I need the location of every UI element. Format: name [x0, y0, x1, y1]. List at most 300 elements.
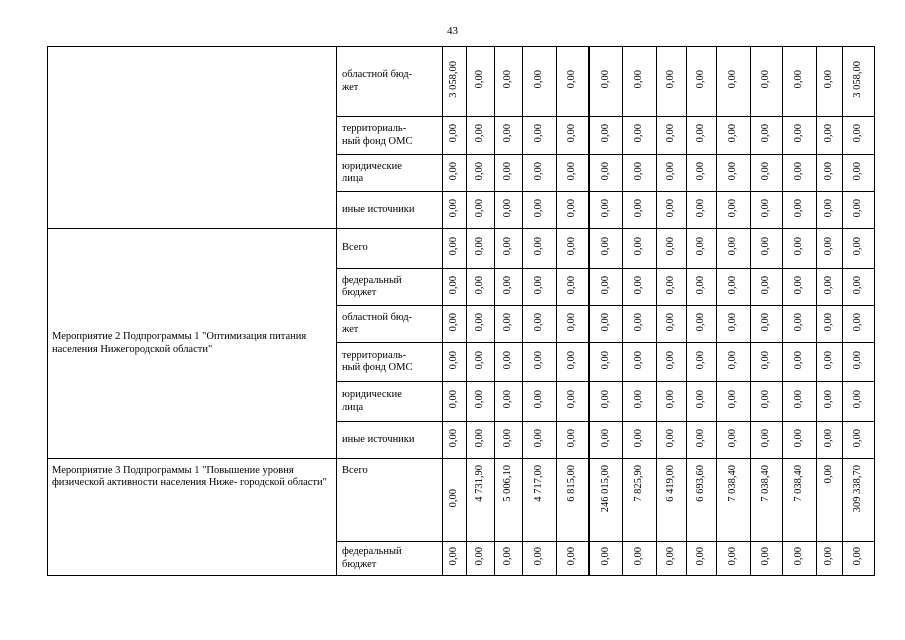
value-text: 0,00 — [502, 124, 514, 143]
funding-source-cell: Всего — [337, 459, 443, 542]
value-text: 0,00 — [793, 70, 805, 89]
value-cell — [523, 459, 557, 542]
value-cell — [467, 542, 495, 576]
value-text: 0,00 — [566, 275, 578, 295]
value-text: 0,00 — [793, 547, 805, 566]
value-text: 0,00 — [633, 161, 645, 181]
value-cell — [443, 542, 467, 576]
value-cell — [783, 422, 817, 459]
value-text: 0,00 — [695, 70, 707, 89]
value-cell — [717, 155, 751, 192]
value-cell — [557, 306, 589, 343]
value-cell — [467, 382, 495, 422]
value-cell — [557, 459, 589, 542]
value-text: 0,00 — [760, 70, 772, 89]
measure-name-cell — [48, 47, 337, 229]
value-text: 0,00 — [823, 428, 835, 448]
value-text: 4 731,90 — [474, 465, 486, 502]
value-cell — [557, 382, 589, 422]
page-number: 43 — [447, 25, 458, 37]
value-cell — [817, 155, 843, 192]
value-text: 7 825,90 — [633, 465, 645, 502]
value-text: 6 419,00 — [665, 465, 677, 502]
value-cell — [783, 343, 817, 382]
value-cell — [623, 117, 657, 155]
value-text: 0,00 — [502, 390, 514, 409]
value-text: 0,00 — [533, 161, 545, 181]
value-cell — [717, 382, 751, 422]
value-cell — [623, 155, 657, 192]
measure-name-cell: Мероприятие 3 Подпрограммы 1 "Повышение уровня физической активности населения Ниже- городской области" — [48, 459, 337, 576]
value-text: 0,00 — [533, 275, 545, 295]
value-text: 0,00 — [793, 198, 805, 218]
value-text: 0,00 — [695, 124, 707, 143]
value-cell — [783, 542, 817, 576]
value-text: 0,00 — [448, 428, 460, 448]
value-text: 0,00 — [793, 428, 805, 448]
value-cell — [467, 269, 495, 306]
value-text: 0,00 — [502, 547, 514, 566]
value-text: 0,00 — [727, 390, 739, 409]
value-text: 0,00 — [823, 237, 835, 256]
funding-source-cell: областной бюд- жет — [337, 47, 443, 117]
value-text: 0,00 — [852, 198, 864, 218]
value-text: 0,00 — [633, 275, 645, 295]
value-cell — [657, 269, 687, 306]
value-text: 0,00 — [852, 275, 864, 295]
value-cell — [623, 306, 657, 343]
value-cell — [817, 47, 843, 117]
value-text: 0,00 — [823, 198, 835, 218]
value-cell — [657, 542, 687, 576]
value-cell — [495, 192, 523, 229]
value-cell — [523, 192, 557, 229]
value-text: 0,00 — [566, 237, 578, 256]
table-row — [48, 459, 875, 542]
value-cell — [523, 422, 557, 459]
value-cell — [817, 192, 843, 229]
value-text: 0,00 — [533, 350, 545, 370]
value-cell — [783, 117, 817, 155]
value-cell — [523, 542, 557, 576]
value-text: 0,00 — [665, 312, 677, 332]
value-cell — [523, 382, 557, 422]
value-cell — [843, 192, 875, 229]
table-row — [48, 47, 875, 117]
value-cell — [657, 382, 687, 422]
value-cell — [687, 343, 717, 382]
value-cell — [657, 459, 687, 542]
value-text: 6 815,00 — [566, 465, 578, 502]
value-cell — [783, 459, 817, 542]
value-cell — [623, 382, 657, 422]
value-text: 0,00 — [760, 312, 772, 332]
value-text: 0,00 — [852, 428, 864, 448]
value-text: 0,00 — [852, 237, 864, 256]
value-text: 0,00 — [633, 70, 645, 89]
value-text: 0,00 — [448, 237, 460, 256]
value-cell — [687, 459, 717, 542]
value-cell — [557, 542, 589, 576]
value-text: 0,00 — [448, 124, 460, 143]
value-text: 0,00 — [474, 70, 486, 89]
value-text: 0,00 — [823, 161, 835, 181]
value-text: 0,00 — [599, 198, 611, 218]
value-text: 0,00 — [695, 390, 707, 409]
value-cell — [589, 422, 623, 459]
value-cell — [717, 192, 751, 229]
value-cell — [495, 117, 523, 155]
value-text: 0,00 — [727, 275, 739, 295]
value-text: 0,00 — [793, 312, 805, 332]
value-text: 0,00 — [448, 275, 460, 295]
value-text: 0,00 — [599, 350, 611, 370]
value-text: 0,00 — [695, 161, 707, 181]
value-text: 0,00 — [823, 547, 835, 566]
value-text: 0,00 — [599, 390, 611, 409]
value-cell — [589, 229, 623, 269]
value-cell — [467, 155, 495, 192]
value-cell — [817, 229, 843, 269]
value-cell — [589, 306, 623, 343]
value-cell — [467, 117, 495, 155]
value-text: 0,00 — [474, 124, 486, 143]
value-text: 0,00 — [823, 124, 835, 143]
value-cell — [843, 422, 875, 459]
value-cell — [687, 542, 717, 576]
value-cell — [443, 117, 467, 155]
value-cell — [751, 422, 783, 459]
value-cell — [467, 459, 495, 542]
value-cell — [523, 155, 557, 192]
value-text: 0,00 — [599, 428, 611, 448]
value-cell — [495, 459, 523, 542]
value-text: 0,00 — [665, 124, 677, 143]
value-text: 0,00 — [793, 161, 805, 181]
value-text: 0,00 — [727, 237, 739, 256]
value-text: 309 338,70 — [852, 465, 864, 513]
value-text: 0,00 — [502, 237, 514, 256]
value-cell — [751, 47, 783, 117]
value-text: 0,00 — [502, 312, 514, 332]
value-text: 7 038,40 — [760, 465, 772, 502]
value-cell — [557, 192, 589, 229]
value-text: 0,00 — [793, 275, 805, 295]
value-cell — [843, 343, 875, 382]
value-cell — [443, 269, 467, 306]
value-cell — [717, 47, 751, 117]
value-cell — [843, 269, 875, 306]
value-cell — [751, 306, 783, 343]
value-text: 0,00 — [448, 198, 460, 218]
value-text: 0,00 — [823, 390, 835, 409]
value-cell — [717, 306, 751, 343]
value-text: 0,00 — [665, 547, 677, 566]
value-cell — [589, 269, 623, 306]
value-text: 0,00 — [852, 312, 864, 332]
value-cell — [467, 306, 495, 343]
value-text: 0,00 — [533, 70, 545, 89]
value-cell — [783, 192, 817, 229]
value-text: 0,00 — [474, 198, 486, 218]
value-text: 0,00 — [474, 237, 486, 256]
value-cell — [717, 117, 751, 155]
value-cell — [523, 47, 557, 117]
value-text: 0,00 — [599, 124, 611, 143]
value-text: 0,00 — [665, 275, 677, 295]
value-cell — [783, 229, 817, 269]
value-cell — [717, 459, 751, 542]
value-cell — [687, 306, 717, 343]
value-text: 0,00 — [502, 161, 514, 181]
value-cell — [657, 155, 687, 192]
value-cell — [687, 269, 717, 306]
value-text: 0,00 — [502, 275, 514, 295]
value-text: 0,00 — [852, 161, 864, 181]
value-cell — [817, 382, 843, 422]
value-cell — [495, 422, 523, 459]
value-text: 0,00 — [852, 390, 864, 409]
value-text: 0,00 — [502, 350, 514, 370]
funding-source-cell: федеральный бюджет — [337, 269, 443, 306]
value-cell — [495, 47, 523, 117]
value-text: 0,00 — [533, 390, 545, 409]
value-cell — [443, 192, 467, 229]
value-cell — [687, 47, 717, 117]
value-text: 0,00 — [448, 488, 460, 508]
value-text: 0,00 — [566, 198, 578, 218]
value-cell — [687, 382, 717, 422]
value-text: 0,00 — [633, 547, 645, 566]
value-cell — [495, 229, 523, 269]
value-text: 0,00 — [695, 275, 707, 295]
value-cell — [523, 269, 557, 306]
value-text: 0,00 — [566, 428, 578, 448]
value-text: 0,00 — [566, 161, 578, 181]
value-text: 0,00 — [823, 465, 835, 484]
value-cell — [495, 155, 523, 192]
value-text: 0,00 — [533, 124, 545, 143]
value-cell — [657, 47, 687, 117]
value-text: 5 006,10 — [502, 465, 514, 502]
value-text: 0,00 — [474, 428, 486, 448]
value-cell — [443, 306, 467, 343]
value-text: 0,00 — [599, 161, 611, 181]
value-text: 7 038,40 — [793, 465, 805, 502]
value-cell — [495, 306, 523, 343]
value-text: 0,00 — [502, 198, 514, 218]
value-cell — [657, 306, 687, 343]
value-cell — [589, 382, 623, 422]
value-cell — [843, 47, 875, 117]
value-cell — [623, 269, 657, 306]
value-cell — [843, 459, 875, 542]
value-cell — [495, 382, 523, 422]
value-text: 0,00 — [695, 428, 707, 448]
value-text: 0,00 — [599, 70, 611, 89]
value-text: 0,00 — [533, 312, 545, 332]
value-cell — [557, 229, 589, 269]
value-text: 0,00 — [852, 350, 864, 370]
value-cell — [687, 229, 717, 269]
value-cell — [623, 422, 657, 459]
value-text: 0,00 — [823, 275, 835, 295]
value-text: 0,00 — [474, 390, 486, 409]
value-text: 0,00 — [533, 428, 545, 448]
value-cell — [843, 306, 875, 343]
table-row — [48, 229, 875, 269]
value-text: 4 717,00 — [533, 465, 545, 502]
value-cell — [657, 192, 687, 229]
value-text: 0,00 — [852, 124, 864, 143]
value-cell — [443, 155, 467, 192]
value-cell — [523, 229, 557, 269]
value-cell — [717, 343, 751, 382]
value-cell — [443, 343, 467, 382]
value-text: 7 038,40 — [727, 465, 739, 502]
value-text: 0,00 — [727, 124, 739, 143]
value-text: 0,00 — [760, 275, 772, 295]
value-text: 0,00 — [633, 312, 645, 332]
value-cell — [717, 542, 751, 576]
funding-source-cell: иные источники — [337, 422, 443, 459]
value-cell — [687, 155, 717, 192]
value-text: 0,00 — [448, 161, 460, 181]
value-cell — [623, 459, 657, 542]
value-text: 0,00 — [448, 390, 460, 409]
value-cell — [523, 343, 557, 382]
value-cell — [687, 117, 717, 155]
value-text: 0,00 — [727, 350, 739, 370]
value-cell — [443, 422, 467, 459]
value-text: 0,00 — [823, 70, 835, 89]
value-cell — [467, 343, 495, 382]
value-cell — [589, 459, 623, 542]
value-text: 0,00 — [760, 428, 772, 448]
value-cell — [843, 382, 875, 422]
value-cell — [467, 47, 495, 117]
value-cell — [817, 422, 843, 459]
value-text: 0,00 — [727, 312, 739, 332]
value-text: 0,00 — [633, 350, 645, 370]
funding-source-cell: юридические лица — [337, 382, 443, 422]
value-text: 0,00 — [727, 161, 739, 181]
value-cell — [843, 229, 875, 269]
value-cell — [783, 47, 817, 117]
value-text: 0,00 — [665, 390, 677, 409]
value-text: 0,00 — [760, 547, 772, 566]
value-cell — [687, 422, 717, 459]
value-cell — [443, 382, 467, 422]
value-cell — [783, 155, 817, 192]
value-cell — [657, 117, 687, 155]
value-cell — [817, 343, 843, 382]
value-cell — [751, 269, 783, 306]
value-text: 0,00 — [533, 547, 545, 566]
value-text: 0,00 — [474, 312, 486, 332]
value-text: 0,00 — [599, 547, 611, 566]
value-text: 0,00 — [566, 312, 578, 332]
value-cell — [557, 422, 589, 459]
value-cell — [783, 382, 817, 422]
funding-source-cell: федеральный бюджет — [337, 542, 443, 576]
value-text: 0,00 — [793, 124, 805, 143]
value-text: 0,00 — [448, 350, 460, 370]
value-text: 0,00 — [727, 428, 739, 448]
value-text: 0,00 — [599, 237, 611, 256]
value-cell — [623, 542, 657, 576]
value-text: 0,00 — [823, 350, 835, 370]
value-text: 0,00 — [727, 547, 739, 566]
funding-source-cell: Всего — [337, 229, 443, 269]
value-cell — [687, 192, 717, 229]
value-cell — [443, 47, 467, 117]
value-text: 0,00 — [695, 547, 707, 566]
funding-source-cell: иные источники — [337, 192, 443, 229]
value-cell — [623, 192, 657, 229]
value-text: 0,00 — [760, 390, 772, 409]
value-text: 0,00 — [566, 390, 578, 409]
value-text: 0,00 — [695, 312, 707, 332]
value-text: 0,00 — [793, 237, 805, 256]
value-text: 0,00 — [852, 547, 864, 566]
value-cell — [717, 229, 751, 269]
value-text: 3 058,00 — [852, 61, 864, 98]
value-cell — [557, 155, 589, 192]
value-cell — [557, 47, 589, 117]
value-cell — [523, 117, 557, 155]
value-cell — [817, 459, 843, 542]
value-cell — [843, 542, 875, 576]
funding-source-cell: юридические лица — [337, 155, 443, 192]
value-text: 0,00 — [633, 124, 645, 143]
value-cell — [657, 229, 687, 269]
value-text: 0,00 — [474, 547, 486, 566]
value-cell — [557, 343, 589, 382]
value-cell — [623, 343, 657, 382]
value-text: 6 693,60 — [695, 465, 707, 502]
value-cell — [783, 306, 817, 343]
value-text: 0,00 — [793, 390, 805, 409]
budget-table — [47, 46, 875, 576]
value-text: 0,00 — [474, 275, 486, 295]
value-text: 246 015,00 — [599, 465, 611, 513]
value-text: 0,00 — [727, 198, 739, 218]
value-cell — [495, 343, 523, 382]
value-text: 0,00 — [695, 350, 707, 370]
value-cell — [557, 269, 589, 306]
value-text: 0,00 — [474, 350, 486, 370]
value-text: 0,00 — [695, 237, 707, 256]
value-text: 0,00 — [695, 198, 707, 218]
value-text: 0,00 — [633, 237, 645, 256]
measure-name-cell: Мероприятие 2 Подпрограммы 1 "Оптимизация питания населения Нижегородской области" — [48, 229, 337, 459]
value-cell — [751, 117, 783, 155]
value-cell — [751, 542, 783, 576]
value-cell — [467, 192, 495, 229]
value-cell — [623, 47, 657, 117]
value-cell — [589, 47, 623, 117]
value-text: 0,00 — [760, 161, 772, 181]
value-text: 0,00 — [599, 312, 611, 332]
value-text: 0,00 — [566, 350, 578, 370]
value-text: 0,00 — [448, 547, 460, 566]
value-text: 0,00 — [665, 198, 677, 218]
value-text: 0,00 — [533, 198, 545, 218]
value-cell — [751, 192, 783, 229]
value-text: 0,00 — [823, 312, 835, 332]
value-text: 0,00 — [665, 237, 677, 256]
